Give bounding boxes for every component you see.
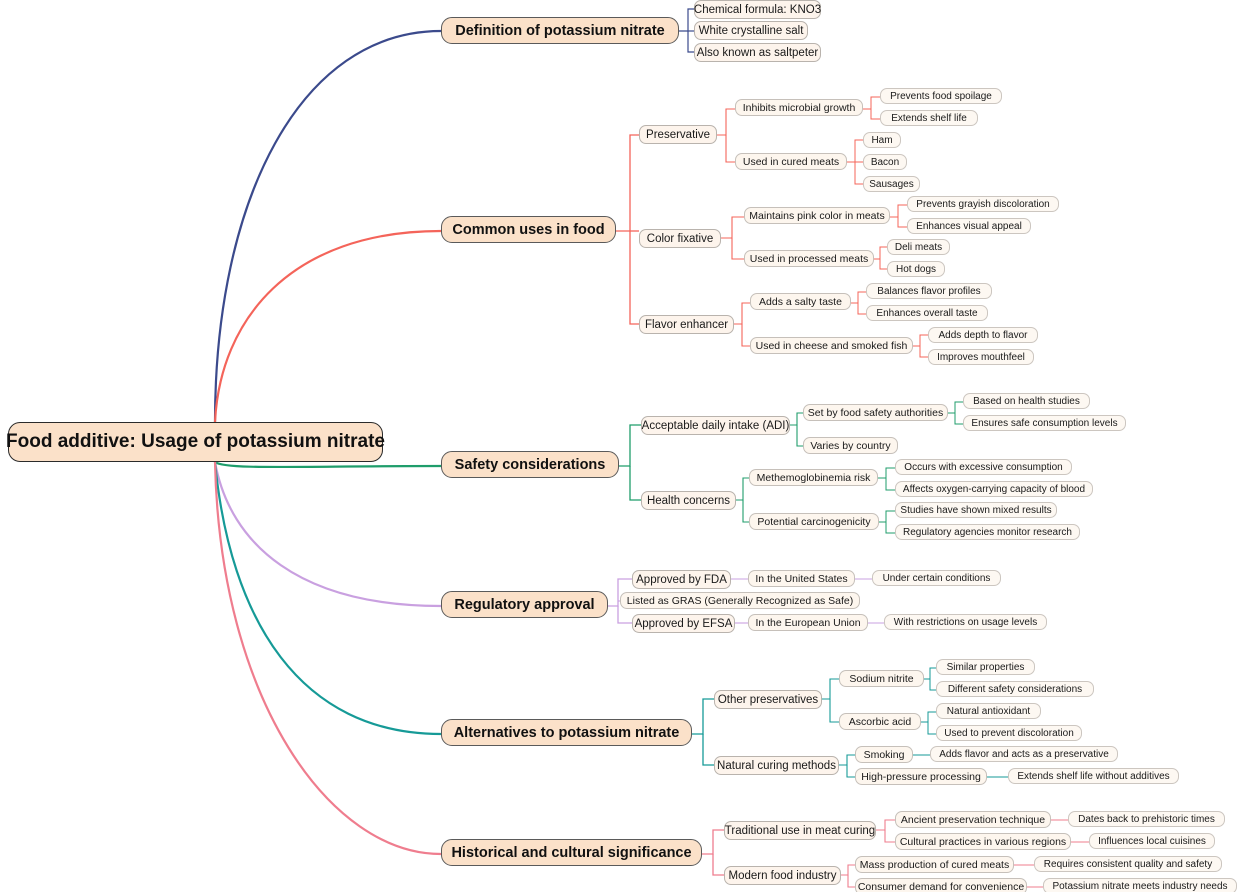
leaf-label: Ensures safe consumption levels: [971, 417, 1118, 429]
subtopic-label: Set by food safety authorities: [807, 406, 944, 419]
subtopic-label: Ascorbic acid: [848, 715, 912, 728]
leaf-label: Occurs with excessive consumption: [904, 461, 1063, 473]
topic-label: Chemical formula: KNO3: [693, 3, 822, 16]
branch-node-regulatory[interactable]: [441, 591, 608, 618]
leaf-label: Extends shelf life without additives: [1017, 770, 1170, 782]
subtopic-node[interactable]: [750, 337, 913, 354]
topic-label: Also known as saltpeter: [696, 46, 819, 59]
subtopic-label: Methemoglobinemia risk: [756, 471, 871, 484]
branch-label: Definition of potassium nitrate: [455, 22, 665, 39]
leaf-label: Studies have shown mixed results: [900, 504, 1052, 516]
leaf-label: Potassium nitrate meets industry needs: [1052, 880, 1228, 892]
leaf-label: Regulatory agencies monitor research: [903, 526, 1072, 538]
leaf-label: Based on health studies: [973, 395, 1080, 407]
subtopic-node[interactable]: [855, 768, 987, 785]
topic-label: Modern food industry: [728, 869, 837, 882]
subtopic-label: Potential carcinogenicity: [757, 515, 871, 528]
leaf-label: Prevents grayish discoloration: [916, 198, 1050, 210]
leaf-node[interactable]: [887, 239, 950, 255]
leaf-label: Ham: [871, 134, 893, 146]
subtopic-label: Cultural practices in various regions: [899, 835, 1067, 848]
subtopic-label: Adds a salty taste: [759, 295, 842, 308]
topic-node[interactable]: [641, 416, 790, 435]
topic-label: Natural curing methods: [717, 759, 836, 772]
topic-node[interactable]: [639, 315, 734, 334]
root-label: Food additive: Usage of potassium nitrate: [6, 431, 385, 452]
subtopic-label: High-pressure processing: [861, 770, 981, 783]
subtopic-node[interactable]: [749, 469, 878, 486]
subtopic-node[interactable]: [620, 592, 860, 609]
leaf-node[interactable]: [872, 570, 1001, 586]
leaf-node[interactable]: [895, 459, 1072, 475]
subtopic-node[interactable]: [855, 856, 1014, 873]
subtopic-node[interactable]: [855, 746, 913, 763]
subtopic-node[interactable]: [749, 513, 879, 530]
leaf-node[interactable]: [1008, 768, 1179, 784]
leaf-label: Enhances visual appeal: [916, 220, 1022, 232]
topic-label: Flavor enhancer: [644, 318, 729, 331]
leaf-node[interactable]: [936, 703, 1041, 719]
topic-node[interactable]: [641, 491, 736, 510]
subtopic-label: Inhibits microbial growth: [742, 101, 856, 114]
topic-node[interactable]: [632, 614, 735, 633]
leaf-node[interactable]: [1068, 811, 1225, 827]
branch-node-safety[interactable]: [441, 451, 619, 478]
branch-label: Alternatives to potassium nitrate: [453, 724, 680, 741]
topic-label: Preservative: [646, 128, 710, 141]
leaf-node[interactable]: [866, 305, 988, 321]
subtopic-label: Varies by country: [810, 439, 891, 452]
leaf-node[interactable]: [930, 746, 1118, 762]
branch-node-definition[interactable]: [441, 17, 679, 44]
subtopic-label: Used in processed meats: [749, 252, 869, 265]
leaf-label: With restrictions on usage levels: [893, 616, 1038, 628]
leaf-label: Adds flavor and acts as a preservative: [939, 748, 1109, 760]
leaf-node[interactable]: [936, 725, 1082, 741]
topic-label: Traditional use in meat curing: [724, 824, 876, 837]
subtopic-label: Used in cured meats: [742, 155, 840, 168]
leaf-label: Deli meats: [894, 241, 943, 253]
leaf-label: Prevents food spoilage: [890, 90, 992, 102]
leaf-label: Under certain conditions: [882, 572, 991, 584]
leaf-node[interactable]: [880, 88, 1002, 104]
branch-node-historical[interactable]: [441, 839, 702, 866]
topic-node[interactable]: [639, 125, 717, 144]
subtopic-label: Ancient preservation technique: [900, 813, 1046, 826]
branch-label: Historical and cultural significance: [451, 844, 692, 861]
subtopic-label: Mass production of cured meats: [859, 858, 1010, 871]
leaf-label: Natural antioxidant: [946, 705, 1031, 717]
subtopic-node[interactable]: [748, 614, 868, 631]
leaf-node[interactable]: [907, 218, 1031, 234]
subtopic-node[interactable]: [735, 153, 847, 170]
leaf-node[interactable]: [863, 176, 920, 192]
topic-node[interactable]: [639, 229, 721, 248]
leaf-label: Different safety considerations: [947, 683, 1083, 695]
leaf-node[interactable]: [895, 502, 1057, 518]
subtopic-label: Used in cheese and smoked fish: [755, 339, 908, 352]
topic-label: White crystalline salt: [698, 24, 804, 37]
topic-label: Other preservatives: [717, 693, 819, 706]
topic-node[interactable]: [724, 821, 876, 840]
topic-node[interactable]: [714, 756, 839, 775]
leaf-node[interactable]: [884, 614, 1047, 630]
subtopic-node[interactable]: [839, 713, 921, 730]
subtopic-label: Smoking: [863, 748, 905, 761]
leaf-label: Sausages: [869, 178, 914, 190]
leaf-label: Improves mouthfeel: [937, 351, 1025, 363]
leaf-node[interactable]: [895, 524, 1080, 540]
leaf-node[interactable]: [1043, 878, 1237, 892]
leaf-node[interactable]: [907, 196, 1059, 212]
topic-label: Approved by EFSA: [634, 617, 733, 630]
subtopic-node[interactable]: [803, 404, 948, 421]
subtopic-node[interactable]: [744, 207, 890, 224]
topic-node[interactable]: [694, 21, 808, 40]
subtopic-node[interactable]: [750, 293, 851, 310]
subtopic-label: Maintains pink color in meats: [749, 209, 885, 222]
subtopic-node[interactable]: [735, 99, 863, 116]
leaf-label: Balances flavor profiles: [877, 285, 981, 297]
topic-label: Approved by FDA: [636, 573, 727, 586]
subtopic-node[interactable]: [803, 437, 898, 454]
leaf-label: Requires consistent quality and safety: [1043, 858, 1213, 870]
leaf-node[interactable]: [895, 481, 1093, 497]
topic-label: Acceptable daily intake (ADI): [641, 419, 790, 432]
subtopic-node[interactable]: [748, 570, 855, 587]
topic-node[interactable]: [632, 570, 731, 589]
subtopic-node[interactable]: [895, 833, 1071, 850]
leaf-node[interactable]: [863, 132, 901, 148]
leaf-node[interactable]: [963, 415, 1126, 431]
leaf-label: Bacon: [870, 156, 900, 168]
leaf-node[interactable]: [880, 110, 978, 126]
leaf-label: Extends shelf life: [891, 112, 967, 124]
topic-node[interactable]: [694, 43, 821, 62]
branch-label: Safety considerations: [454, 456, 606, 473]
topic-label: Health concerns: [646, 494, 731, 507]
leaf-label: Used to prevent discoloration: [944, 727, 1074, 739]
subtopic-label: Consumer demand for convenience: [857, 880, 1025, 892]
leaf-node[interactable]: [936, 659, 1035, 675]
leaf-node[interactable]: [928, 349, 1034, 365]
leaf-node[interactable]: [928, 327, 1038, 343]
subtopic-label: Listed as GRAS (Generally Recognized as Safe): [626, 594, 854, 607]
topic-label: Color fixative: [646, 232, 714, 245]
mindmap-root-node[interactable]: [8, 422, 383, 462]
subtopic-label: In the European Union: [755, 616, 861, 629]
leaf-node[interactable]: [887, 261, 945, 277]
leaf-node[interactable]: [963, 393, 1090, 409]
branch-label: Regulatory approval: [454, 596, 595, 613]
leaf-label: Similar properties: [946, 661, 1025, 673]
leaf-label: Enhances overall taste: [876, 307, 978, 319]
leaf-label: Affects oxygen-carrying capacity of blood: [902, 483, 1086, 495]
leaf-node[interactable]: [936, 681, 1094, 697]
topic-node[interactable]: [724, 866, 841, 885]
subtopic-node[interactable]: [839, 670, 924, 687]
subtopic-node[interactable]: [744, 250, 874, 267]
leaf-label: Adds depth to flavor: [938, 329, 1028, 341]
subtopic-node[interactable]: [855, 878, 1027, 892]
subtopic-label: In the United States: [755, 572, 848, 585]
leaf-node[interactable]: [866, 283, 992, 299]
topic-node[interactable]: [714, 690, 822, 709]
topic-node[interactable]: [694, 0, 821, 19]
leaf-label: Influences local cuisines: [1098, 835, 1206, 847]
subtopic-label: Sodium nitrite: [849, 672, 914, 685]
branch-node-common-uses[interactable]: [441, 216, 616, 243]
leaf-node[interactable]: [1034, 856, 1222, 872]
branch-node-alternatives[interactable]: [441, 719, 692, 746]
leaf-label: Dates back to prehistoric times: [1078, 813, 1215, 825]
branch-label: Common uses in food: [452, 221, 605, 238]
leaf-label: Hot dogs: [895, 263, 937, 275]
subtopic-node[interactable]: [895, 811, 1051, 828]
leaf-node[interactable]: [1089, 833, 1215, 849]
leaf-node[interactable]: [863, 154, 907, 170]
